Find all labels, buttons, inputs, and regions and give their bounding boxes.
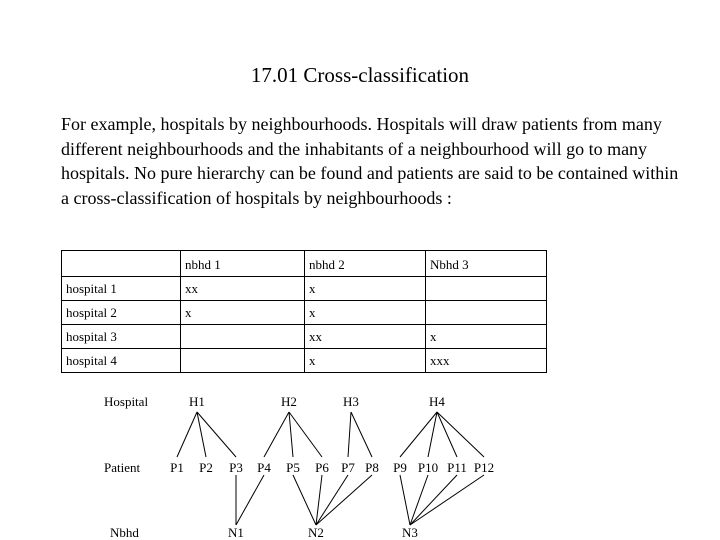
table-header-cell — [62, 251, 181, 277]
table-cell: x — [305, 301, 426, 325]
patient-node: P8 — [365, 460, 379, 475]
table-cell: hospital 4 — [62, 349, 181, 373]
patient-nbhd-link — [293, 475, 316, 525]
table-header-row — [62, 251, 547, 277]
table-header-cell: Nbhd 3 — [426, 251, 547, 277]
hospital-patient-link — [197, 412, 236, 457]
table-cell — [181, 325, 305, 349]
patient-node: P3 — [229, 460, 243, 475]
patient-node: P9 — [393, 460, 407, 475]
table-row — [62, 325, 547, 349]
table-cell: x — [181, 301, 305, 325]
table-cell — [181, 349, 305, 373]
table-cell: x — [305, 277, 426, 301]
patient-nbhd-link — [410, 475, 457, 525]
table-header-cell: nbhd 2 — [305, 251, 426, 277]
row-label-patient: Patient — [104, 460, 141, 475]
table-row — [62, 277, 547, 301]
table-cell — [426, 277, 547, 301]
cross-classification-table — [61, 250, 547, 373]
hospital-node: H2 — [281, 394, 297, 409]
hospital-patient-link — [437, 412, 457, 457]
row-label-hospital: Hospital — [104, 394, 149, 409]
table-cell: x — [426, 325, 547, 349]
hospital-patient-link — [348, 412, 351, 457]
hospital-patient-link — [264, 412, 289, 457]
patient-node: P6 — [315, 460, 329, 475]
table-cell: hospital 1 — [62, 277, 181, 301]
table-cell: hospital 2 — [62, 301, 181, 325]
patient-node: P7 — [341, 460, 355, 475]
patient-nbhd-link — [410, 475, 484, 525]
table-cell: xxx — [426, 349, 547, 373]
hospital-patient-link — [351, 412, 372, 457]
patient-node: P10 — [417, 460, 439, 475]
table-cell: hospital 3 — [62, 325, 181, 349]
nbhd-node: N1 — [228, 525, 244, 540]
hospital-patient-link — [197, 412, 206, 457]
patient-nbhd-link — [316, 475, 372, 525]
table-cell: xx — [181, 277, 305, 301]
patient-nbhd-link — [236, 475, 264, 525]
patient-node: P4 — [257, 460, 271, 475]
table-row — [62, 349, 547, 373]
patient-nbhd-link — [400, 475, 410, 525]
table-cell: x — [305, 349, 426, 373]
hospital-node: H3 — [343, 394, 359, 409]
hospital-patient-link — [437, 412, 484, 457]
patient-node: P11 — [447, 460, 467, 475]
hospital-patient-link — [400, 412, 437, 457]
slide-title: 17.01 Cross-classification — [250, 63, 470, 87]
table-row — [62, 301, 547, 325]
hospital-patient-link — [177, 412, 197, 457]
hospital-patient-link — [428, 412, 437, 457]
patient-node: P1 — [170, 460, 184, 475]
patient-node: P2 — [199, 460, 213, 475]
row-label-nbhd: Nbhd — [110, 525, 139, 540]
cross-classification-diagram — [0, 385, 720, 540]
table-cell: xx — [305, 325, 426, 349]
nbhd-node: N3 — [402, 525, 418, 540]
patient-node: P5 — [286, 460, 300, 475]
hospital-patient-link — [289, 412, 322, 457]
hospital-node: H4 — [429, 394, 445, 409]
patient-nbhd-link — [410, 475, 428, 525]
nbhd-node: N2 — [308, 525, 324, 540]
patient-node: P12 — [473, 460, 495, 475]
table-header-cell: nbhd 1 — [181, 251, 305, 277]
hospital-node: H1 — [189, 394, 205, 409]
hospital-patient-link — [289, 412, 293, 457]
intro-paragraph: For example, hospitals by neighbourhoods. Hospitals will draw patients from many different neighbourhoods and the inhabitants of a neighbourhood will go to many hospitals. No pure hierarchy can be found and patients are said to be contained within a cross-classification of hospitals by neighbourhoods : — [61, 114, 679, 208]
table-cell — [426, 301, 547, 325]
